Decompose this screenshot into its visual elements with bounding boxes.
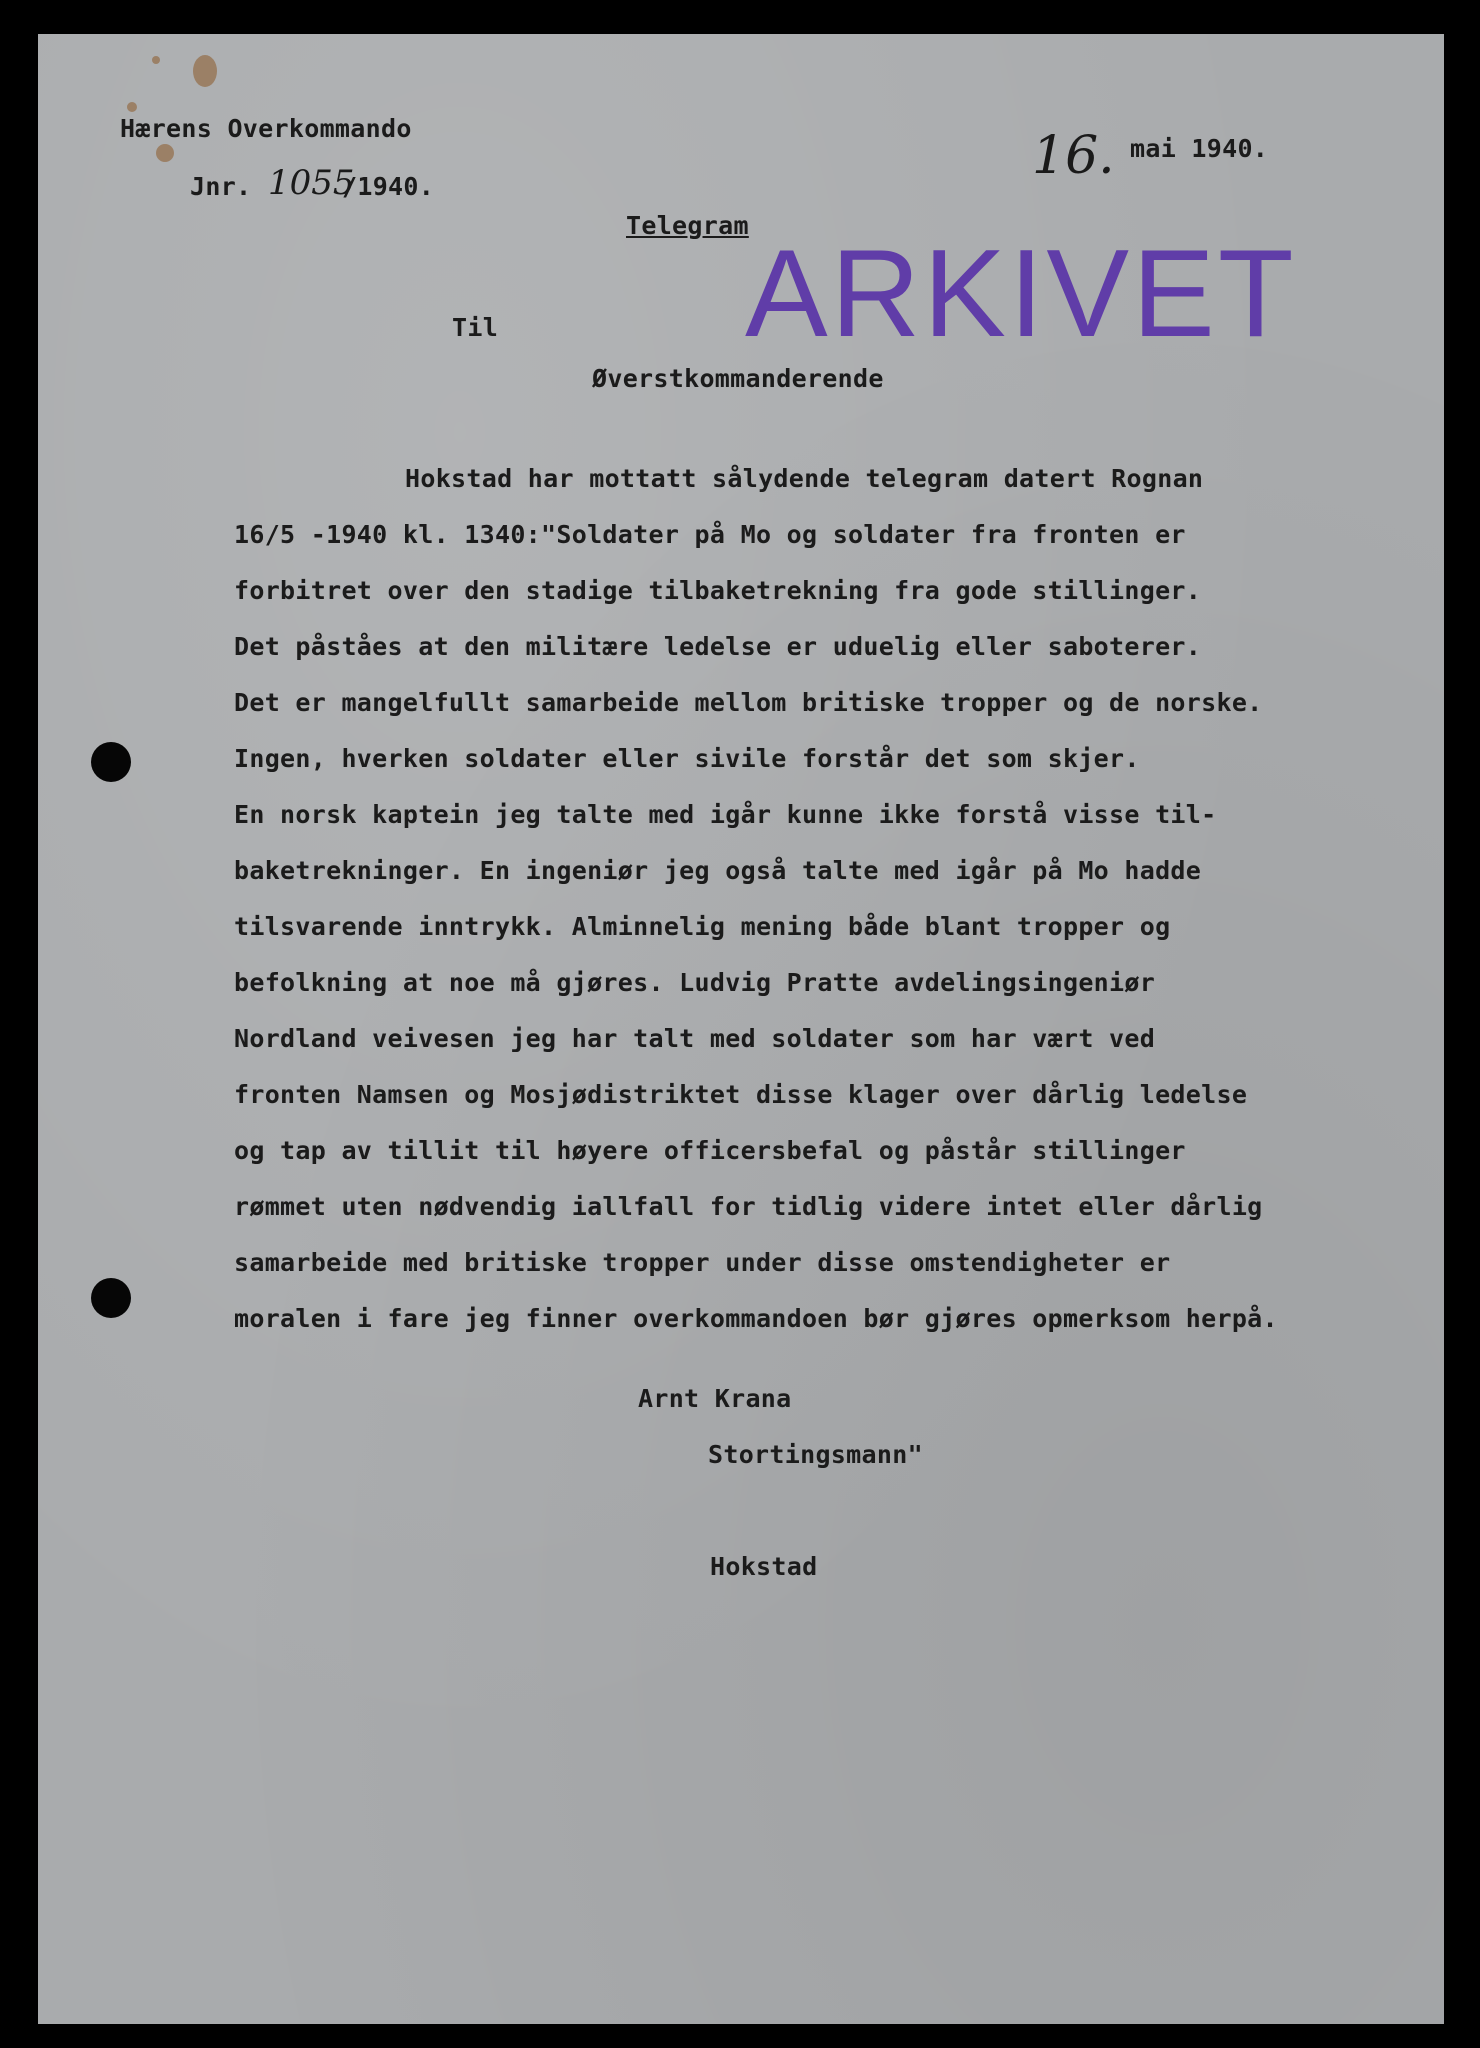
body-line: moralen i fare jeg finner overkommandoen bør gjøres opmerksom herpå. xyxy=(234,1304,1278,1333)
ink-stain xyxy=(127,102,137,112)
journal-year: /1940. xyxy=(342,172,435,201)
signature-name: Arnt Krana xyxy=(638,1384,792,1413)
body-line: forbitret over den stadige tilbaketrekning fra gode stillinger. xyxy=(234,576,1202,605)
body-line: tilsvarende inntrykk. Alminnelig mening både blant tropper og xyxy=(234,912,1171,941)
ink-stain xyxy=(152,56,160,64)
journal-prefix: Jnr. xyxy=(190,172,252,201)
recipient-label: Til xyxy=(452,313,499,342)
body-line: Ingen, hverken soldater eller sivile forstår det som skjer. xyxy=(234,744,1140,773)
body-line: Det er mangelfullt samarbeide mellom britiske tropper og de norske. xyxy=(234,688,1263,717)
date-day-handwritten: 16. xyxy=(1032,126,1115,186)
punch-hole xyxy=(91,1278,131,1318)
body-line: og tap av tillit til høyere officersbefal og påstår stillinger xyxy=(234,1136,1186,1165)
body-line: Hokstad har mottatt sålydende telegram datert Rognan xyxy=(405,464,1204,493)
body-line: rømmet uten nødvendig iallfall for tidlig videre intet eller dårlig xyxy=(234,1192,1263,1221)
signature-title: Stortingsmann" xyxy=(708,1440,923,1469)
sender-name: Hokstad xyxy=(710,1552,818,1581)
organization-name: Hærens Overkommando xyxy=(120,114,412,143)
document-type: Telegram xyxy=(626,211,749,240)
body-line: fronten Namsen og Mosjødistriktet disse klager over dårlig ledelse xyxy=(234,1080,1248,1109)
ink-stain xyxy=(193,55,217,87)
body-line: Det påståes at den militære ledelse er uduelig eller saboterer. xyxy=(234,632,1202,661)
archive-stamp: ARKIVET xyxy=(745,225,1297,363)
body-line: 16/5 -1940 kl. 1340:"Soldater på Mo og soldater fra fronten er xyxy=(234,520,1186,549)
ink-stain xyxy=(156,144,174,162)
body-line: befolkning at noe må gjøres. Ludvig Pratte avdelingsingeniør xyxy=(234,968,1156,997)
body-line: baketrekninger. En ingeniør jeg også talte med igår på Mo hadde xyxy=(234,856,1202,885)
body-line: samarbeide med britiske tropper under disse omstendigheter er xyxy=(234,1248,1171,1277)
recipient-name: Øverstkommanderende xyxy=(592,364,884,393)
body-line: Nordland veivesen jeg har talt med soldater som har vært ved xyxy=(234,1024,1156,1053)
body-line: En norsk kaptein jeg talte med igår kunne ikke forstå visse til- xyxy=(234,800,1217,829)
date-month-year: mai 1940. xyxy=(1130,134,1269,163)
journal-number-handwritten: 1055 xyxy=(268,163,355,203)
punch-hole xyxy=(91,742,131,782)
